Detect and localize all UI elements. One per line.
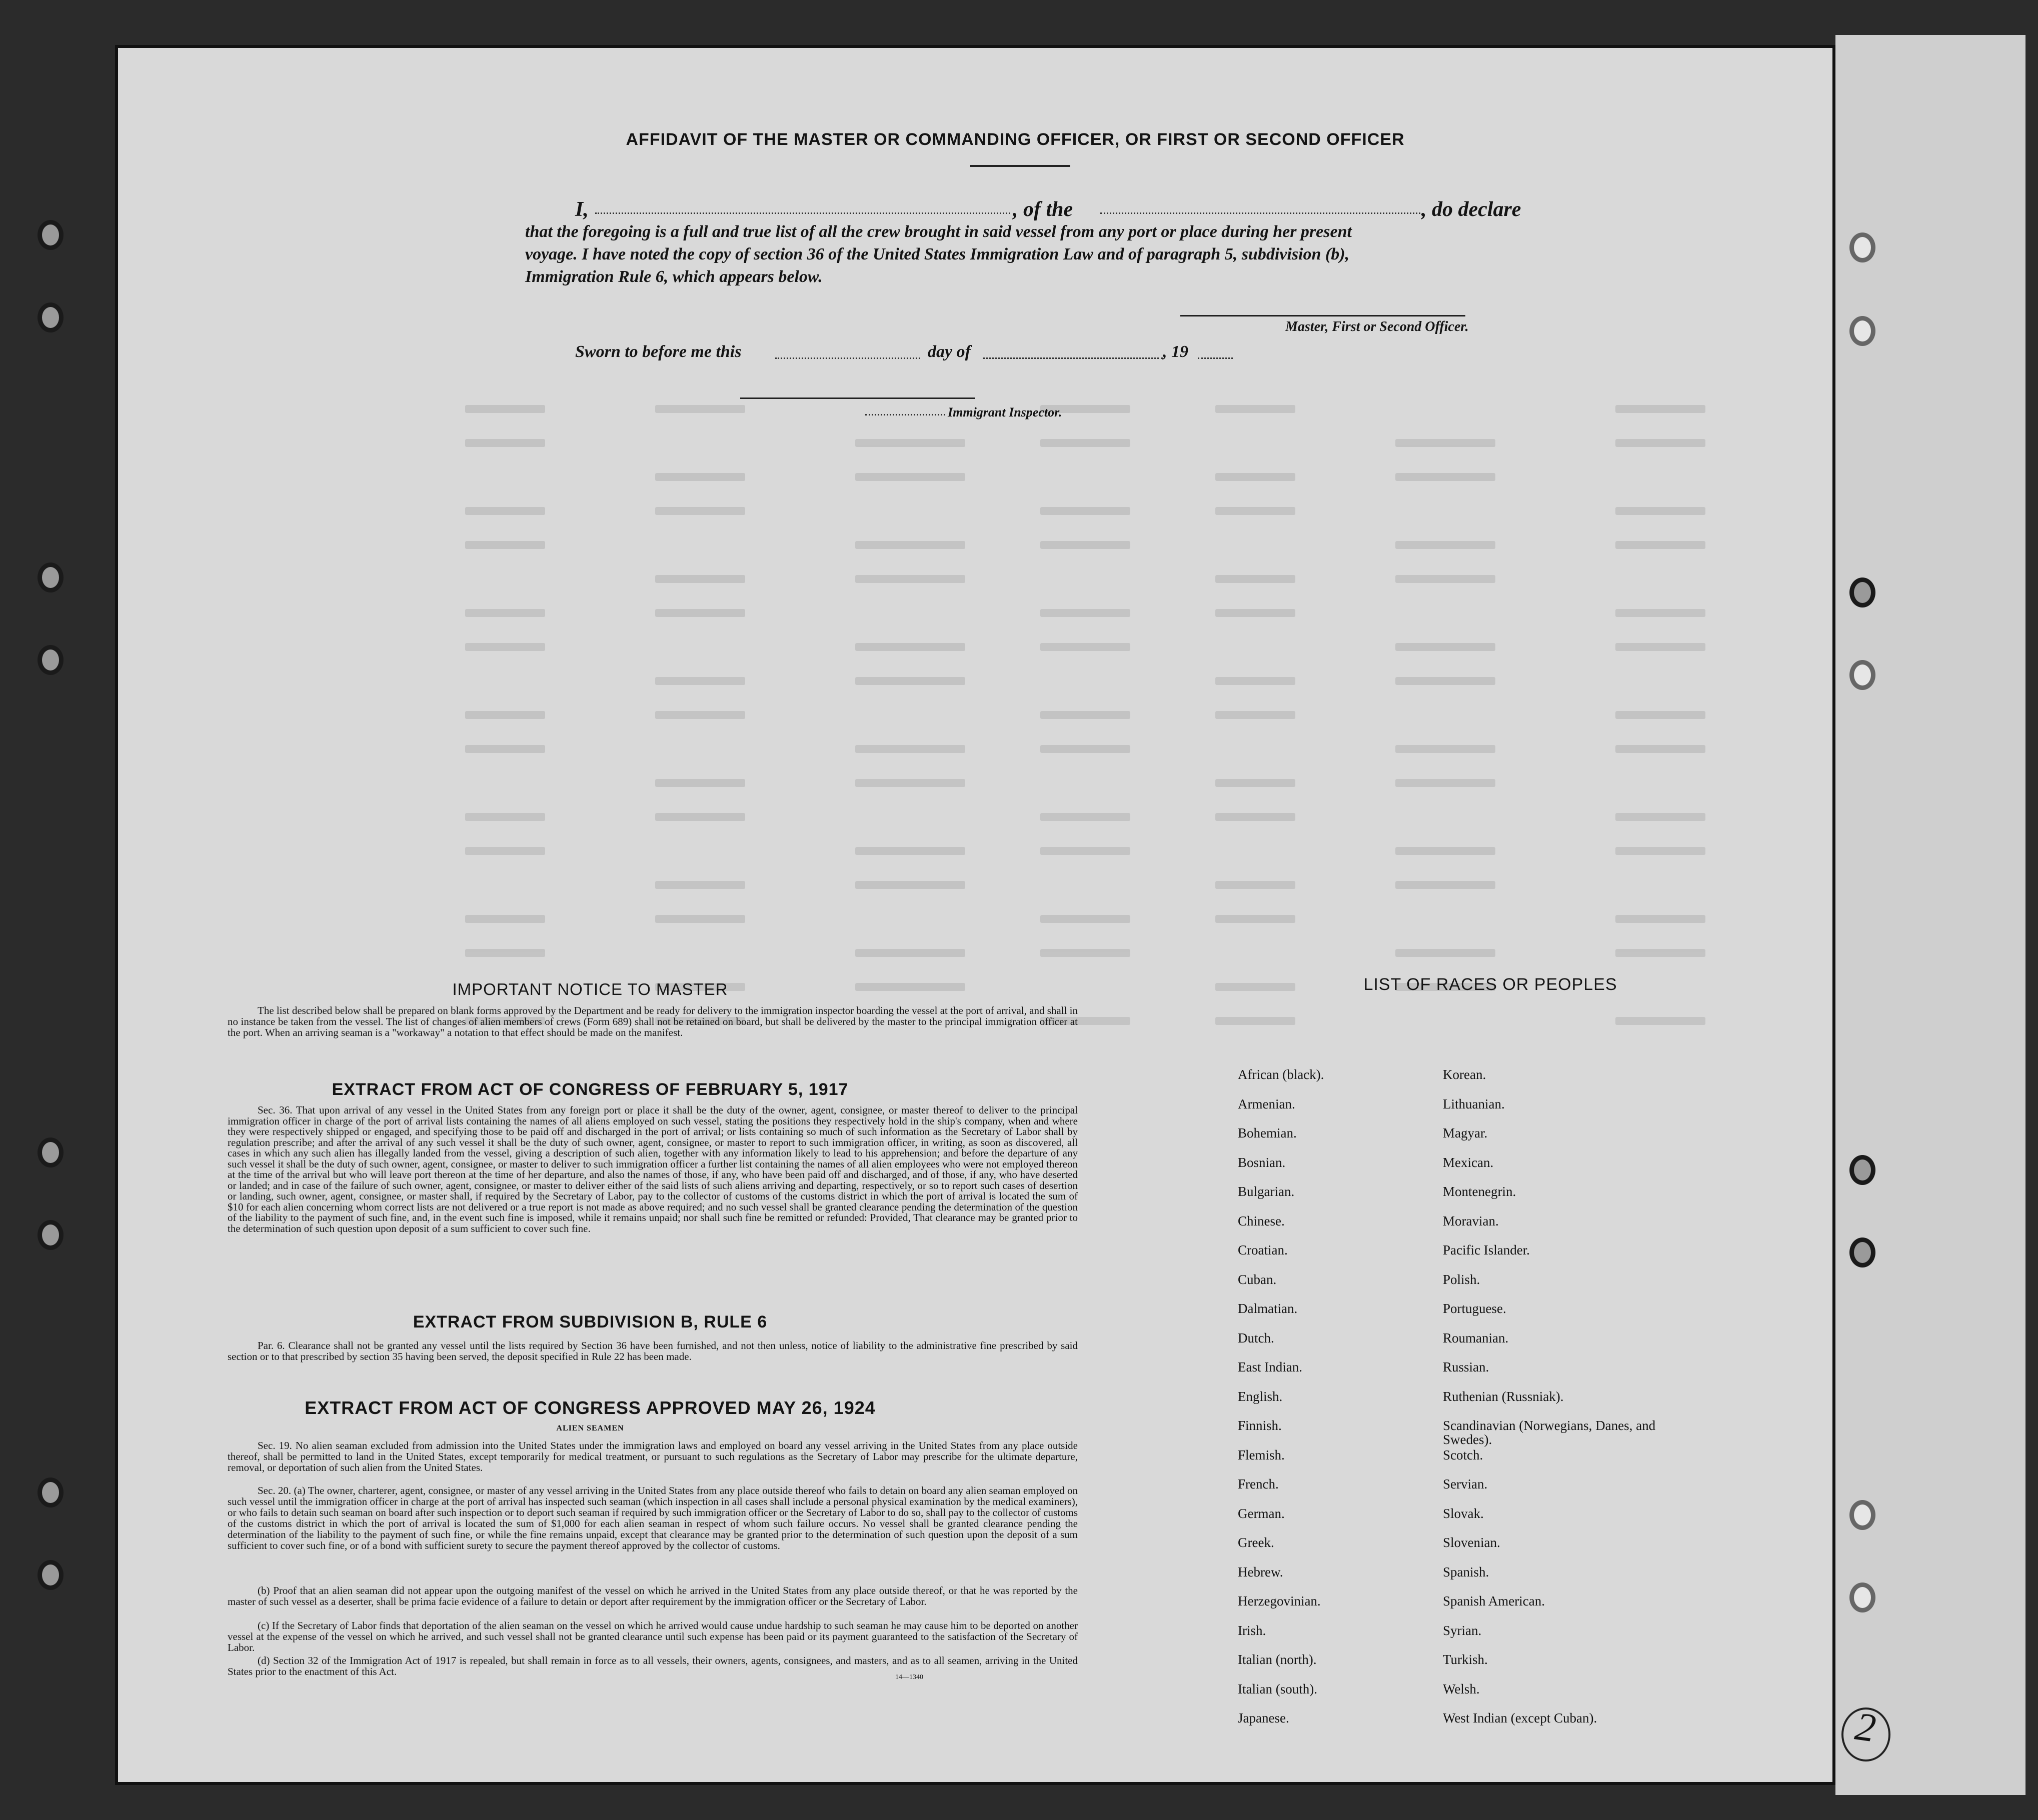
faint-entry bbox=[655, 507, 745, 515]
faint-entry bbox=[465, 439, 545, 447]
race-item: Dutch. bbox=[1238, 1330, 1274, 1346]
extract-rule6-text: Par. 6. Clearance shall not be granted any vessel until the lists required by Section 36 have been furnished, and not then unless, notice of liability to the administrative fine prescribed by said section or to that prescribed by section 35 having been served, the deposit specified in Rule 22 has been made. bbox=[228, 1340, 1078, 1362]
faint-entry bbox=[1615, 711, 1705, 719]
faint-entry bbox=[465, 405, 545, 413]
faint-entry bbox=[1215, 915, 1295, 923]
faint-entry bbox=[1040, 949, 1130, 957]
faint-entry bbox=[1215, 405, 1295, 413]
faint-entry bbox=[1040, 813, 1130, 821]
signature-line bbox=[1180, 315, 1465, 316]
adjacent-page-strip bbox=[1835, 35, 2025, 1795]
race-item: Italian (south). bbox=[1238, 1681, 1317, 1696]
faint-entry bbox=[1615, 745, 1705, 753]
sworn-year-blank[interactable] bbox=[1198, 358, 1233, 359]
inspector-label: Immigrant Inspector. bbox=[948, 405, 1062, 420]
race-item: Pacific Islander. bbox=[1443, 1242, 1530, 1258]
punch-hole-right-3 bbox=[1849, 578, 1875, 608]
faint-entry bbox=[855, 643, 965, 651]
race-item: Italian (north). bbox=[1238, 1652, 1317, 1667]
faint-entry bbox=[1615, 541, 1705, 549]
race-item: Greek. bbox=[1238, 1535, 1274, 1550]
bleed-through-crew-list bbox=[465, 405, 1815, 1105]
sworn-month-blank[interactable] bbox=[983, 358, 1163, 359]
race-item: Ruthenian (Russniak). bbox=[1443, 1388, 1564, 1404]
faint-entry bbox=[1040, 541, 1130, 549]
affidavit-line1-end: , do declare bbox=[1421, 198, 1521, 221]
punch-hole-left-7 bbox=[38, 1478, 64, 1508]
faint-entry bbox=[465, 915, 545, 923]
faint-entry bbox=[655, 405, 745, 413]
faint-entry bbox=[1040, 745, 1130, 753]
affidavit-title: AFFIDAVIT OF THE MASTER OR COMMANDING OFFICER, OR FIRST OR SECOND OFFICER bbox=[626, 130, 1405, 149]
punch-hole-right-7 bbox=[1849, 1500, 1875, 1530]
race-item: Mexican. bbox=[1443, 1154, 1494, 1170]
faint-entry bbox=[1040, 847, 1130, 855]
race-item: African (black). bbox=[1238, 1067, 1324, 1082]
race-item: East Indian. bbox=[1238, 1360, 1302, 1374]
faint-entry bbox=[1215, 677, 1295, 685]
faint-entry bbox=[855, 677, 965, 685]
extract-1924-sec20a: Sec. 20. (a) The owner, charterer, agent, consignee, or master of any vessel arriving in the United States from any place outside thereof who fails to detain on board any alien seaman employed on such vessel until the immigration officer in charge at the port of arrival has inspected such seaman (which inspection in all cases shall include a personal physical examination by the medical examiners), or who fails to detain such seaman on board after such inspection or to deport such seaman if required by such immigration officer or the Secretary of Labor to do so, shall pay to the collector of customs of the customs district in which the port of arrival is located the sum of $1,000 for each alien seaman in respect of whom such failure occurs. No vessel shall be granted clearance pending the determination of the liability to the payment of such fine, or while the fine remains unpaid, except that clearance may be granted prior to the determination of such question upon the deposit of a sum sufficient to cover such fine, or of a bond with sufficient surety to secure the payment thereof approved by the collector of customs. bbox=[228, 1484, 1078, 1552]
faint-entry bbox=[1395, 677, 1495, 685]
race-item: Croatian. bbox=[1238, 1242, 1288, 1258]
extract-rule6-title: EXTRACT FROM SUBDIVISION B, RULE 6 bbox=[413, 1312, 768, 1332]
race-item: Russian. bbox=[1443, 1360, 1489, 1374]
race-item: Syrian. bbox=[1443, 1622, 1482, 1638]
faint-entry bbox=[1615, 405, 1705, 413]
faint-entry bbox=[1215, 881, 1295, 889]
race-item: West Indian (except Cuban). bbox=[1443, 1710, 1597, 1726]
races-title: LIST OF RACES OR PEOPLES bbox=[1363, 975, 1617, 994]
page-number: 2 bbox=[1852, 1704, 1878, 1751]
affidavit-line4: Immigration Rule 6, which appears below. bbox=[525, 268, 823, 286]
race-item: Portuguese. bbox=[1443, 1301, 1506, 1316]
faint-entry bbox=[1395, 541, 1495, 549]
punch-hole-left-2 bbox=[38, 302, 64, 332]
race-item: Armenian. bbox=[1238, 1096, 1295, 1112]
affidavit-line2: that the foregoing is a full and true list of all the crew brought in said vessel from any port or place during her present bbox=[525, 222, 1352, 241]
punch-hole-left-6 bbox=[38, 1220, 64, 1250]
faint-entry bbox=[1215, 507, 1295, 515]
sworn-mid: day of bbox=[928, 342, 971, 361]
race-item: Moravian. bbox=[1443, 1213, 1499, 1228]
faint-entry bbox=[1215, 609, 1295, 617]
faint-entry bbox=[855, 439, 965, 447]
race-item: Magyar. bbox=[1443, 1126, 1488, 1140]
race-item: Servian. bbox=[1443, 1476, 1488, 1492]
extract-1924-sec20d: (d) Section 32 of the Immigration Act of 1917 is repealed, but shall remain in force as to all vessels, their owners, agents, consignees, and masters, and as to all seamen, arriving in the United States prior to the enactment of this Act. bbox=[228, 1654, 1078, 1678]
faint-entry bbox=[655, 915, 745, 923]
vessel-name-blank[interactable] bbox=[1100, 212, 1420, 214]
faint-entry bbox=[1040, 439, 1130, 447]
faint-entry bbox=[655, 677, 745, 685]
extract-1917-title: EXTRACT FROM ACT OF CONGRESS OF FEBRUARY 5, 1917 bbox=[332, 1080, 849, 1099]
faint-entry bbox=[1040, 643, 1130, 651]
punch-hole-left-3 bbox=[38, 562, 64, 592]
race-item: Dalmatian. bbox=[1238, 1301, 1298, 1316]
affidavit-line3: voyage. I have noted the copy of section 36 of the United States Immigration Law and of paragraph 5, subdivision (b), bbox=[525, 245, 1350, 264]
faint-entry bbox=[1615, 813, 1705, 821]
faint-entry bbox=[465, 813, 545, 821]
extract-1924-title: EXTRACT FROM ACT OF CONGRESS APPROVED MAY 26, 1924 bbox=[305, 1398, 876, 1418]
affidavit-line1-start: I, bbox=[575, 198, 589, 221]
faint-entry bbox=[465, 541, 545, 549]
punch-hole-left-4 bbox=[38, 645, 64, 675]
faint-entry bbox=[465, 643, 545, 651]
race-item: Hebrew. bbox=[1238, 1564, 1283, 1580]
faint-entry bbox=[1615, 507, 1705, 515]
extract-1924-sec19: Sec. 19. No alien seaman excluded from admission into the United States under the immigration laws and employed on board any vessel arriving in the United States from any place outside thereof, shall be permitted to land in the United States, except temporarily for medical treatment, or pursuant to such regulations as the Secretary of Labor may prescribe for the ultimate departure, removal, or deportation of such alien from the United States. bbox=[228, 1440, 1078, 1474]
faint-entry bbox=[1215, 813, 1295, 821]
race-item: Turkish. bbox=[1443, 1652, 1488, 1667]
faint-entry bbox=[1040, 915, 1130, 923]
faint-entry bbox=[655, 575, 745, 583]
faint-entry bbox=[655, 609, 745, 617]
punch-hole-right-5 bbox=[1849, 1155, 1875, 1185]
alien-seamen-subtitle: ALIEN SEAMEN bbox=[556, 1424, 624, 1432]
race-item: Roumanian. bbox=[1443, 1330, 1509, 1346]
master-name-blank[interactable] bbox=[595, 212, 1010, 214]
faint-entry bbox=[1395, 439, 1495, 447]
punch-hole-right-8 bbox=[1849, 1582, 1875, 1612]
race-item: Scotch. bbox=[1443, 1447, 1483, 1462]
faint-entry bbox=[1395, 575, 1495, 583]
faint-entry bbox=[465, 609, 545, 617]
punch-hole-right-2 bbox=[1849, 316, 1875, 346]
faint-entry bbox=[1395, 847, 1495, 855]
faint-entry bbox=[1615, 949, 1705, 957]
punch-hole-left-8 bbox=[38, 1560, 64, 1590]
faint-entry bbox=[1215, 711, 1295, 719]
faint-entry bbox=[1615, 847, 1705, 855]
notice-title: IMPORTANT NOTICE TO MASTER bbox=[452, 980, 728, 998]
punch-hole-left-5 bbox=[38, 1138, 64, 1168]
faint-entry bbox=[655, 711, 745, 719]
race-item: Chinese. bbox=[1238, 1213, 1285, 1228]
faint-entry bbox=[465, 745, 545, 753]
race-item: Scandinavian (Norwegians, Danes, and Swedes). bbox=[1443, 1418, 1656, 1447]
faint-entry bbox=[655, 881, 745, 889]
faint-entry bbox=[1615, 439, 1705, 447]
faint-entry bbox=[465, 711, 545, 719]
faint-entry bbox=[1395, 949, 1495, 957]
affidavit-line1-mid: , of the bbox=[1013, 198, 1073, 221]
race-item: Irish. bbox=[1238, 1622, 1266, 1638]
faint-entry bbox=[855, 881, 965, 889]
race-item: Finnish. bbox=[1238, 1418, 1282, 1433]
faint-entry bbox=[1395, 881, 1495, 889]
extract-1924-sec20c: (c) If the Secretary of Labor finds that deportation of the alien seaman on the vessel on which he arrived would cause undue hardship to such seaman he may cause him to be deported on another vessel at the expense of the vessel on which he arrived, and such vessel shall not be granted clearance until such expense has been paid or its payment guaranteed to the satisfaction of the Secretary of Labor. bbox=[228, 1620, 1078, 1654]
sworn-day-blank[interactable] bbox=[775, 358, 920, 359]
punch-hole-right-1 bbox=[1849, 232, 1875, 262]
race-item: Korean. bbox=[1443, 1067, 1486, 1082]
faint-entry bbox=[1215, 779, 1295, 787]
faint-entry bbox=[1395, 473, 1495, 481]
faint-entry bbox=[655, 779, 745, 787]
faint-entry bbox=[855, 473, 965, 481]
faint-entry bbox=[855, 949, 965, 957]
faint-entry bbox=[855, 745, 965, 753]
faint-entry bbox=[1215, 575, 1295, 583]
faint-entry bbox=[465, 949, 545, 957]
faint-entry bbox=[1615, 1017, 1705, 1025]
race-item: Flemish. bbox=[1238, 1447, 1285, 1462]
signature-label: Master, First or Second Officer. bbox=[1285, 319, 1469, 334]
race-item: Welsh. bbox=[1443, 1681, 1480, 1696]
sworn-end: , 19 bbox=[1163, 342, 1188, 361]
faint-entry bbox=[1395, 643, 1495, 651]
punch-hole-right-6 bbox=[1849, 1238, 1875, 1268]
race-item: Slovenian. bbox=[1443, 1535, 1500, 1550]
faint-entry bbox=[1395, 745, 1495, 753]
race-item: Montenegrin. bbox=[1443, 1184, 1516, 1199]
faint-entry bbox=[855, 847, 965, 855]
race-item: Cuban. bbox=[1238, 1272, 1277, 1287]
faint-entry bbox=[1615, 643, 1705, 651]
faint-entry bbox=[855, 575, 965, 583]
race-item: Polish. bbox=[1443, 1272, 1480, 1287]
punch-hole-right-4 bbox=[1849, 660, 1875, 690]
notice-text: The list described below shall be prepared on blank forms approved by the Department and be ready for delivery to the immigration inspector boarding the vessel at the port of arrival, and shall in no instance be taken from the vessel. The list of changes of alien members of crews (Form 689) shall not be retained on board, but shall be delivered by the master to the principal immigration officer at the port. When an arriving seaman is a "workaway" a notation to that effect should be made on the manifest. bbox=[228, 1004, 1078, 1038]
race-item: English. bbox=[1238, 1388, 1283, 1404]
faint-entry bbox=[1615, 915, 1705, 923]
race-item: Spanish. bbox=[1443, 1564, 1489, 1580]
faint-entry bbox=[1040, 507, 1130, 515]
race-item: Slovak. bbox=[1443, 1506, 1484, 1521]
faint-entry bbox=[655, 473, 745, 481]
race-item: Herzegovinian. bbox=[1238, 1594, 1321, 1608]
inspector-dots bbox=[865, 414, 945, 416]
faint-entry bbox=[1615, 609, 1705, 617]
form-code: 14—1340 bbox=[895, 1674, 923, 1681]
sworn-start: Sworn to before me this bbox=[575, 342, 742, 361]
race-item: French. bbox=[1238, 1476, 1279, 1492]
manifest-page bbox=[115, 45, 1878, 1785]
race-item: Japanese. bbox=[1238, 1710, 1289, 1726]
faint-entry bbox=[1040, 711, 1130, 719]
faint-entry bbox=[855, 779, 965, 787]
faint-entry bbox=[1215, 473, 1295, 481]
race-item: German. bbox=[1238, 1506, 1285, 1521]
faint-entry bbox=[465, 847, 545, 855]
extract-1917-text: Sec. 36. That upon arrival of any vessel in the United States from any foreign port or place it shall be the duty of the owner, agent, consignee, or master thereof to deliver to the principal immigration officer in charge of the port of arrival lists containing the names of all aliens employed on such vessel, stating the positions they respectively hold in the ship's company, when and where they were respectively shipped or engaged, and specifying those to be paid off and discharged in the port of arrival; or lists containing so much of such information as the Secretary of Labor shall by regulation prescribe; and after the arrival of any such vessel it shall be the duty of such owner, agent, consignee, or master to report to such immigration officer, in writing, as soon as discovered, all cases in which any such alien has illegally landed from the vessel, giving a description of such alien, together with any information likely to lead to his apprehension; and before the departure of any such vessel it shall be the duty of such owner, agent, consignee, or master to deliver to such immigration officer a further list containing the names of all alien employees who were not employed thereon at the time of the arrival but who will leave port thereon at the time of her departure, and also the names of those, if any, who have been paid off and discharged, and of those, if any, who have deserted or landed; and in case of the failure of such owner, agent, consignee, or master to deliver either of the said lists of such aliens arriving and departing, respectively, or so to report such cases of desertion or landing, such owner, agent, consignee, or master shall, if required by the Secretary of Labor, pay to the collector of customs of the customs district in which the port of arrival is located the sum of $10 for each alien concerning whom correct lists are not delivered or a true report is not made as above required; and no such vessel shall be granted clearance pending the determination of the question of the liability to the payment of such fine, and, in the event such fine is imposed, while it remains unpaid; nor shall such fine be remitted or refunded: Provided, That clearance may be granted prior to the determination of such question upon deposit of a sum sufficient to cover such fine. bbox=[228, 1104, 1078, 1234]
race-item: Bulgarian. bbox=[1238, 1184, 1295, 1199]
punch-hole-left-1 bbox=[38, 220, 64, 250]
race-item: Spanish American. bbox=[1443, 1594, 1545, 1608]
extract-1924-sec20b: (b) Proof that an alien seaman did not appear upon the outgoing manifest of the vessel on which he arrived in the United States from any place outside thereof, or that he was reported by the master of such vessel as a deserter, shall be prima facie evidence of a failure to detain or deport after requirement by the immigration officer or the Secretary of Labor. bbox=[228, 1584, 1078, 1608]
faint-entry bbox=[855, 541, 965, 549]
faint-entry bbox=[465, 507, 545, 515]
race-item: Bosnian. bbox=[1238, 1154, 1286, 1170]
affidavit-title-rule bbox=[970, 165, 1070, 167]
faint-entry bbox=[1040, 609, 1130, 617]
race-item: Bohemian. bbox=[1238, 1126, 1297, 1140]
faint-entry bbox=[1215, 1017, 1295, 1025]
faint-entry bbox=[655, 813, 745, 821]
faint-entry bbox=[1395, 779, 1495, 787]
race-item: Lithuanian. bbox=[1443, 1096, 1505, 1112]
inspector-signature-line bbox=[740, 398, 975, 399]
